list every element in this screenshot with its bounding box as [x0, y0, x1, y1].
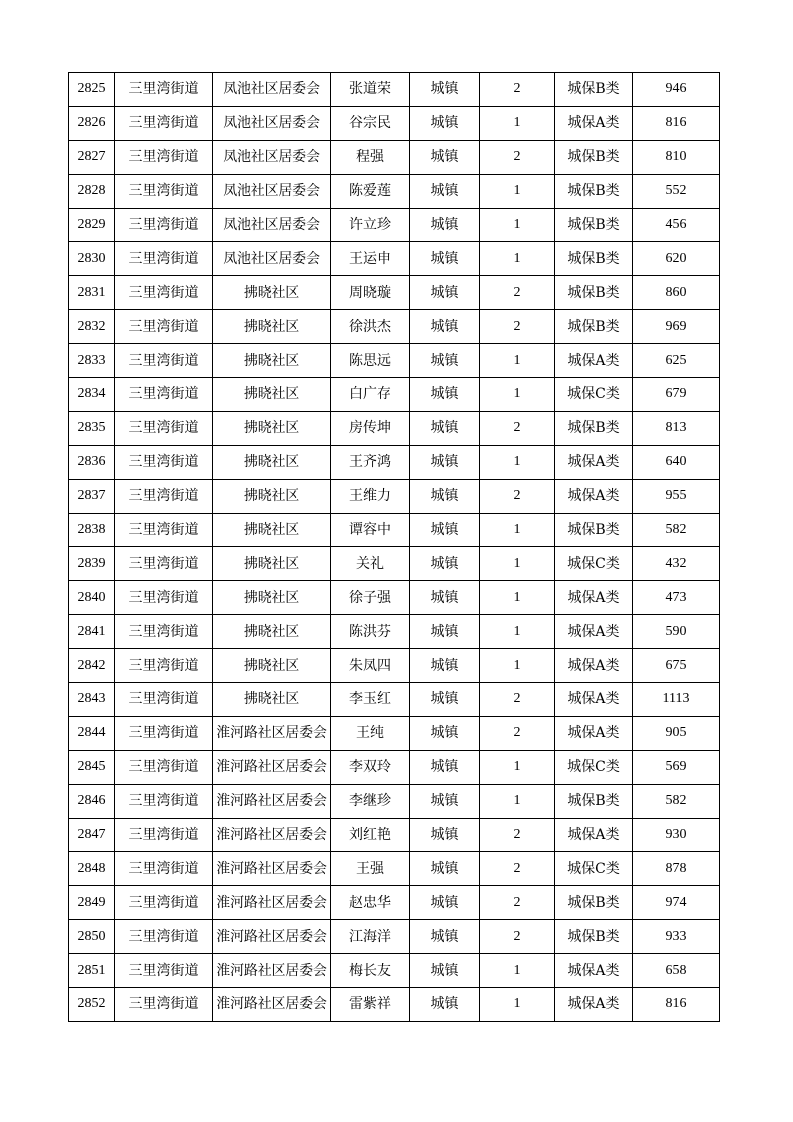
cell-area-type: 城镇 [410, 920, 480, 954]
cell-amount: 813 [633, 411, 720, 445]
cell-amount: 946 [633, 73, 720, 107]
cell-insurance-category: 城保B类 [555, 886, 633, 920]
cell-community: 拂晓社区 [213, 344, 331, 378]
cell-street: 三里湾街道 [115, 208, 213, 242]
cell-household-count: 1 [480, 954, 555, 988]
cell-insurance-category: 城保B类 [555, 242, 633, 276]
cell-community: 拂晓社区 [213, 310, 331, 344]
cell-person-name: 雷紫祥 [331, 988, 410, 1022]
cell-record-number: 2835 [69, 411, 115, 445]
cell-record-number: 2851 [69, 954, 115, 988]
table-row [69, 140, 720, 174]
cell-street: 三里湾街道 [115, 784, 213, 818]
cell-area-type: 城镇 [410, 954, 480, 988]
cell-insurance-category: 城保B类 [555, 513, 633, 547]
cell-amount: 658 [633, 954, 720, 988]
cell-community: 拂晓社区 [213, 615, 331, 649]
cell-amount: 878 [633, 852, 720, 886]
cell-area-type: 城镇 [410, 411, 480, 445]
cell-community: 淮河路社区居委会 [213, 716, 331, 750]
table-row [69, 513, 720, 547]
cell-insurance-category: 城保B类 [555, 73, 633, 107]
table-row [69, 886, 720, 920]
cell-person-name: 徐洪杰 [331, 310, 410, 344]
cell-insurance-category: 城保A类 [555, 479, 633, 513]
table-row [69, 411, 720, 445]
cell-person-name: 周晓璇 [331, 276, 410, 310]
table-row [69, 174, 720, 208]
cell-record-number: 2848 [69, 852, 115, 886]
cell-area-type: 城镇 [410, 242, 480, 276]
cell-person-name: 陈爱莲 [331, 174, 410, 208]
cell-amount: 955 [633, 479, 720, 513]
cell-household-count: 1 [480, 242, 555, 276]
cell-street: 三里湾街道 [115, 106, 213, 140]
cell-household-count: 2 [480, 140, 555, 174]
cell-area-type: 城镇 [410, 683, 480, 717]
cell-area-type: 城镇 [410, 140, 480, 174]
table-row [69, 547, 720, 581]
cell-household-count: 2 [480, 310, 555, 344]
table-row [69, 445, 720, 479]
cell-street: 三里湾街道 [115, 513, 213, 547]
cell-amount: 473 [633, 581, 720, 615]
table-row [69, 310, 720, 344]
cell-area-type: 城镇 [410, 208, 480, 242]
cell-amount: 640 [633, 445, 720, 479]
cell-amount: 905 [633, 716, 720, 750]
cell-person-name: 关礼 [331, 547, 410, 581]
cell-amount: 860 [633, 276, 720, 310]
cell-person-name: 李玉红 [331, 683, 410, 717]
cell-record-number: 2834 [69, 378, 115, 412]
cell-community: 淮河路社区居委会 [213, 818, 331, 852]
cell-person-name: 王运申 [331, 242, 410, 276]
cell-amount: 625 [633, 344, 720, 378]
cell-community: 淮河路社区居委会 [213, 750, 331, 784]
cell-street: 三里湾街道 [115, 988, 213, 1022]
table-row [69, 73, 720, 107]
cell-insurance-category: 城保A类 [555, 649, 633, 683]
cell-area-type: 城镇 [410, 106, 480, 140]
cell-person-name: 王纯 [331, 716, 410, 750]
cell-person-name: 王齐鸿 [331, 445, 410, 479]
cell-insurance-category: 城保A类 [555, 818, 633, 852]
cell-area-type: 城镇 [410, 445, 480, 479]
cell-insurance-category: 城保A类 [555, 106, 633, 140]
cell-amount: 933 [633, 920, 720, 954]
cell-community: 凤池社区居委会 [213, 106, 331, 140]
cell-area-type: 城镇 [410, 513, 480, 547]
cell-household-count: 2 [480, 818, 555, 852]
cell-person-name: 谭容中 [331, 513, 410, 547]
cell-amount: 456 [633, 208, 720, 242]
cell-insurance-category: 城保A类 [555, 683, 633, 717]
cell-household-count: 2 [480, 411, 555, 445]
cell-amount: 590 [633, 615, 720, 649]
cell-street: 三里湾街道 [115, 615, 213, 649]
cell-insurance-category: 城保B类 [555, 208, 633, 242]
cell-record-number: 2840 [69, 581, 115, 615]
cell-street: 三里湾街道 [115, 344, 213, 378]
table-row [69, 716, 720, 750]
table-row [69, 242, 720, 276]
cell-street: 三里湾街道 [115, 750, 213, 784]
cell-amount: 969 [633, 310, 720, 344]
cell-record-number: 2836 [69, 445, 115, 479]
cell-community: 淮河路社区居委会 [213, 852, 331, 886]
cell-household-count: 1 [480, 344, 555, 378]
cell-street: 三里湾街道 [115, 276, 213, 310]
cell-street: 三里湾街道 [115, 547, 213, 581]
cell-household-count: 2 [480, 73, 555, 107]
cell-person-name: 许立珍 [331, 208, 410, 242]
cell-insurance-category: 城保B类 [555, 276, 633, 310]
cell-record-number: 2843 [69, 683, 115, 717]
cell-household-count: 1 [480, 649, 555, 683]
cell-area-type: 城镇 [410, 852, 480, 886]
cell-household-count: 1 [480, 988, 555, 1022]
cell-street: 三里湾街道 [115, 73, 213, 107]
cell-record-number: 2844 [69, 716, 115, 750]
cell-person-name: 梅长友 [331, 954, 410, 988]
table-row [69, 344, 720, 378]
cell-person-name: 谷宗民 [331, 106, 410, 140]
cell-area-type: 城镇 [410, 818, 480, 852]
cell-community: 拂晓社区 [213, 581, 331, 615]
table-row [69, 954, 720, 988]
cell-area-type: 城镇 [410, 716, 480, 750]
cell-record-number: 2832 [69, 310, 115, 344]
cell-insurance-category: 城保B类 [555, 411, 633, 445]
cell-street: 三里湾街道 [115, 310, 213, 344]
cell-record-number: 2841 [69, 615, 115, 649]
table-row [69, 750, 720, 784]
table-row [69, 615, 720, 649]
cell-person-name: 朱凤四 [331, 649, 410, 683]
cell-street: 三里湾街道 [115, 683, 213, 717]
cell-area-type: 城镇 [410, 784, 480, 818]
cell-area-type: 城镇 [410, 310, 480, 344]
cell-amount: 620 [633, 242, 720, 276]
cell-insurance-category: 城保B类 [555, 784, 633, 818]
cell-community: 拂晓社区 [213, 513, 331, 547]
table-row [69, 852, 720, 886]
cell-person-name: 房传坤 [331, 411, 410, 445]
cell-record-number: 2831 [69, 276, 115, 310]
cell-community: 拂晓社区 [213, 445, 331, 479]
cell-record-number: 2829 [69, 208, 115, 242]
cell-community: 淮河路社区居委会 [213, 784, 331, 818]
cell-insurance-category: 城保C类 [555, 547, 633, 581]
cell-insurance-category: 城保A类 [555, 954, 633, 988]
cell-person-name: 徐子强 [331, 581, 410, 615]
cell-person-name: 陈洪芬 [331, 615, 410, 649]
cell-household-count: 2 [480, 886, 555, 920]
cell-record-number: 2837 [69, 479, 115, 513]
cell-street: 三里湾街道 [115, 818, 213, 852]
cell-street: 三里湾街道 [115, 174, 213, 208]
cell-person-name: 陈思远 [331, 344, 410, 378]
cell-insurance-category: 城保A类 [555, 445, 633, 479]
cell-household-count: 2 [480, 920, 555, 954]
cell-insurance-category: 城保A类 [555, 615, 633, 649]
cell-community: 拂晓社区 [213, 547, 331, 581]
cell-community: 凤池社区居委会 [213, 208, 331, 242]
cell-household-count: 2 [480, 716, 555, 750]
table-row [69, 276, 720, 310]
cell-record-number: 2850 [69, 920, 115, 954]
cell-record-number: 2842 [69, 649, 115, 683]
cell-insurance-category: 城保C类 [555, 378, 633, 412]
cell-household-count: 1 [480, 784, 555, 818]
cell-community: 凤池社区居委会 [213, 140, 331, 174]
cell-person-name: 王维力 [331, 479, 410, 513]
cell-record-number: 2830 [69, 242, 115, 276]
cell-street: 三里湾街道 [115, 242, 213, 276]
cell-insurance-category: 城保B类 [555, 174, 633, 208]
cell-household-count: 1 [480, 547, 555, 581]
table-row [69, 378, 720, 412]
cell-household-count: 2 [480, 276, 555, 310]
table-row [69, 920, 720, 954]
cell-record-number: 2827 [69, 140, 115, 174]
cell-person-name: 白广存 [331, 378, 410, 412]
cell-insurance-category: 城保A类 [555, 344, 633, 378]
cell-area-type: 城镇 [410, 344, 480, 378]
cell-street: 三里湾街道 [115, 954, 213, 988]
cell-amount: 810 [633, 140, 720, 174]
table-row [69, 649, 720, 683]
cell-household-count: 1 [480, 208, 555, 242]
cell-record-number: 2838 [69, 513, 115, 547]
table-row [69, 784, 720, 818]
cell-community: 拂晓社区 [213, 276, 331, 310]
cell-insurance-category: 城保B类 [555, 310, 633, 344]
cell-amount: 816 [633, 988, 720, 1022]
cell-area-type: 城镇 [410, 886, 480, 920]
cell-person-name: 刘红艳 [331, 818, 410, 852]
cell-community: 拂晓社区 [213, 411, 331, 445]
cell-area-type: 城镇 [410, 615, 480, 649]
cell-insurance-category: 城保A类 [555, 988, 633, 1022]
cell-household-count: 2 [480, 683, 555, 717]
cell-household-count: 1 [480, 378, 555, 412]
cell-person-name: 张道荣 [331, 73, 410, 107]
cell-street: 三里湾街道 [115, 852, 213, 886]
cell-household-count: 1 [480, 174, 555, 208]
cell-street: 三里湾街道 [115, 920, 213, 954]
table-row [69, 988, 720, 1022]
cell-community: 拂晓社区 [213, 649, 331, 683]
cell-area-type: 城镇 [410, 581, 480, 615]
cell-household-count: 1 [480, 445, 555, 479]
cell-area-type: 城镇 [410, 547, 480, 581]
cell-household-count: 1 [480, 106, 555, 140]
cell-person-name: 赵忠华 [331, 886, 410, 920]
cell-amount: 816 [633, 106, 720, 140]
cell-street: 三里湾街道 [115, 140, 213, 174]
cell-area-type: 城镇 [410, 988, 480, 1022]
cell-community: 淮河路社区居委会 [213, 920, 331, 954]
cell-household-count: 2 [480, 852, 555, 886]
cell-amount: 930 [633, 818, 720, 852]
table-row [69, 818, 720, 852]
cell-amount: 582 [633, 784, 720, 818]
cell-community: 淮河路社区居委会 [213, 988, 331, 1022]
cell-street: 三里湾街道 [115, 378, 213, 412]
cell-insurance-category: 城保A类 [555, 716, 633, 750]
cell-community: 凤池社区居委会 [213, 242, 331, 276]
table-row [69, 208, 720, 242]
cell-record-number: 2849 [69, 886, 115, 920]
table-row [69, 106, 720, 140]
cell-amount: 552 [633, 174, 720, 208]
cell-area-type: 城镇 [410, 649, 480, 683]
cell-person-name: 江海洋 [331, 920, 410, 954]
cell-insurance-category: 城保C类 [555, 852, 633, 886]
cell-amount: 432 [633, 547, 720, 581]
cell-street: 三里湾街道 [115, 716, 213, 750]
cell-record-number: 2845 [69, 750, 115, 784]
cell-community: 凤池社区居委会 [213, 73, 331, 107]
cell-community: 拂晓社区 [213, 479, 331, 513]
cell-amount: 1113 [633, 683, 720, 717]
cell-amount: 582 [633, 513, 720, 547]
table-row [69, 479, 720, 513]
cell-insurance-category: 城保C类 [555, 750, 633, 784]
benefit-records-table [68, 72, 720, 1022]
cell-area-type: 城镇 [410, 378, 480, 412]
cell-person-name: 程强 [331, 140, 410, 174]
cell-record-number: 2847 [69, 818, 115, 852]
cell-person-name: 李双玲 [331, 750, 410, 784]
cell-household-count: 1 [480, 581, 555, 615]
cell-street: 三里湾街道 [115, 479, 213, 513]
cell-community: 淮河路社区居委会 [213, 886, 331, 920]
cell-record-number: 2825 [69, 73, 115, 107]
cell-area-type: 城镇 [410, 479, 480, 513]
cell-community: 拂晓社区 [213, 683, 331, 717]
cell-insurance-category: 城保A类 [555, 581, 633, 615]
cell-street: 三里湾街道 [115, 581, 213, 615]
cell-household-count: 1 [480, 615, 555, 649]
cell-household-count: 1 [480, 513, 555, 547]
cell-area-type: 城镇 [410, 174, 480, 208]
cell-person-name: 王强 [331, 852, 410, 886]
table-row [69, 683, 720, 717]
cell-area-type: 城镇 [410, 750, 480, 784]
cell-record-number: 2852 [69, 988, 115, 1022]
cell-street: 三里湾街道 [115, 886, 213, 920]
cell-amount: 679 [633, 378, 720, 412]
cell-area-type: 城镇 [410, 73, 480, 107]
cell-person-name: 李继珍 [331, 784, 410, 818]
cell-area-type: 城镇 [410, 276, 480, 310]
cell-amount: 675 [633, 649, 720, 683]
cell-insurance-category: 城保B类 [555, 140, 633, 174]
cell-record-number: 2828 [69, 174, 115, 208]
cell-community: 凤池社区居委会 [213, 174, 331, 208]
cell-street: 三里湾街道 [115, 649, 213, 683]
cell-street: 三里湾街道 [115, 445, 213, 479]
cell-household-count: 1 [480, 750, 555, 784]
cell-record-number: 2846 [69, 784, 115, 818]
cell-household-count: 2 [480, 479, 555, 513]
cell-record-number: 2833 [69, 344, 115, 378]
cell-community: 淮河路社区居委会 [213, 954, 331, 988]
cell-street: 三里湾街道 [115, 411, 213, 445]
cell-record-number: 2839 [69, 547, 115, 581]
table-row [69, 581, 720, 615]
cell-insurance-category: 城保B类 [555, 920, 633, 954]
cell-amount: 569 [633, 750, 720, 784]
cell-record-number: 2826 [69, 106, 115, 140]
table-body [69, 73, 720, 1022]
cell-community: 拂晓社区 [213, 378, 331, 412]
cell-amount: 974 [633, 886, 720, 920]
